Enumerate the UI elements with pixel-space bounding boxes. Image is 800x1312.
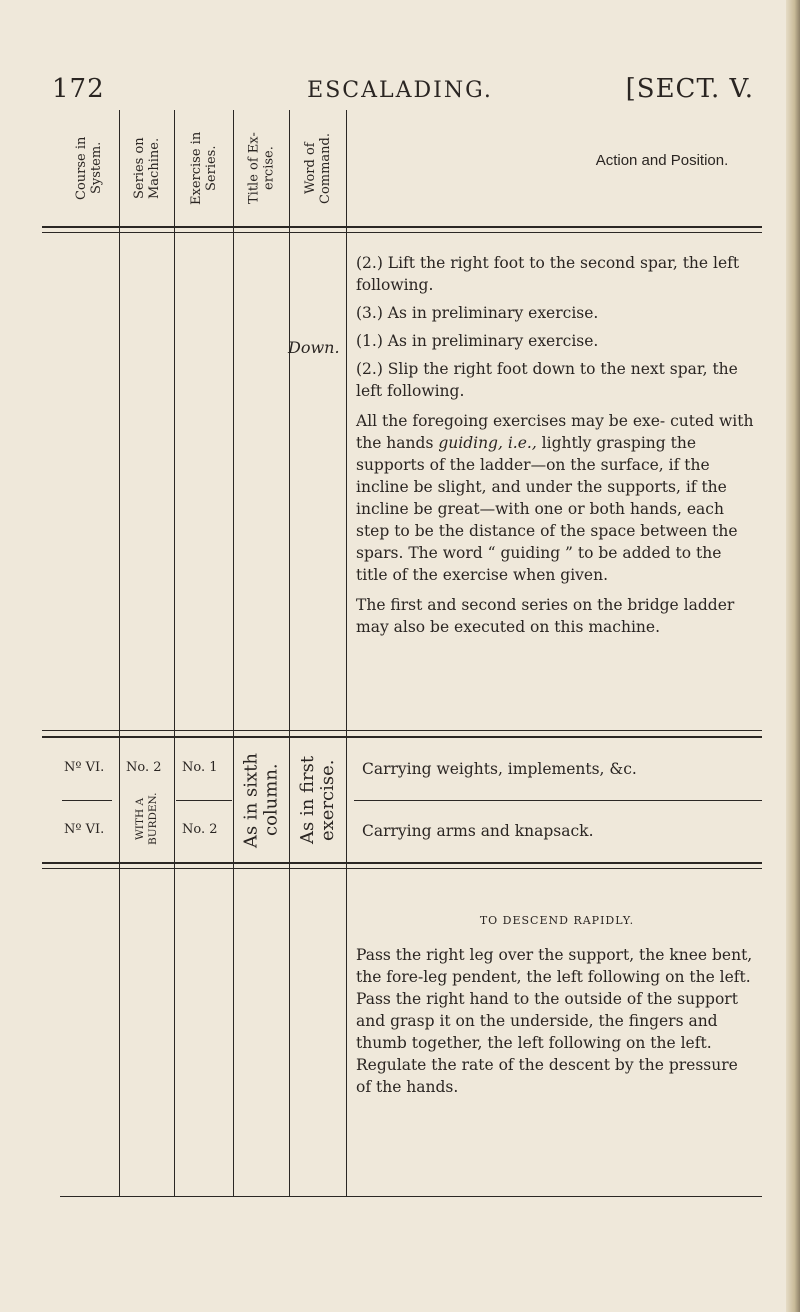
col-header-course: Course in System. xyxy=(74,136,104,200)
col-header-exercise: Exercise in Series. xyxy=(189,131,219,205)
action-line: (2.) Slip the right foot down to the next spar, the left following. xyxy=(356,360,738,400)
action-line: (1.) As in preliminary exercise. xyxy=(356,332,599,350)
header-rule xyxy=(42,226,762,228)
descend-text: Pass the right leg over the support, the knee bent, the fore-leg pendent, the left following on the left. Pass the right hand to the outside of the support and grasp it on the underside, the fingers and thumb together, the left following on the left. Regulate the rate of the descent by the pressure of the hands. xyxy=(356,946,753,1096)
header-rule-thin xyxy=(42,232,762,233)
column-rule-5 xyxy=(346,110,347,1197)
block1-actions xyxy=(356,252,754,638)
guiding-note xyxy=(356,410,754,586)
series-burden: WITH A BURDEN. xyxy=(134,792,159,846)
bridge-note: The first and second series on the bridge ladder may also be executed on this machine. xyxy=(356,596,735,636)
title-as-in-sixth-column: As in sixth column. xyxy=(240,752,282,848)
page-number: 172 xyxy=(52,74,105,104)
block3-top-rule xyxy=(42,868,762,869)
action-carrying-weights: Carrying weights, implements, &c. xyxy=(362,760,637,778)
course-split-rule xyxy=(62,800,112,801)
guiding-note-end: lightly grasping the supports of the ladder—on the surface, if the incline be slight, and under the supports, if the incline be great—with one or both hands, each step to be the distance of the space between the spars. The word “ guiding ” to be added to the title of the exercise when given. xyxy=(356,434,738,584)
block2-top-rule xyxy=(42,736,762,738)
course-value-2: Nº VI. xyxy=(64,822,105,837)
action-line: (2.) Lift the right foot to the second spar, the left following. xyxy=(356,254,740,294)
action-carrying-arms: Carrying arms and knapsack. xyxy=(362,822,594,840)
descend-heading: TO DESCEND RAPIDLY. xyxy=(479,914,635,927)
command-down: Down. xyxy=(288,338,340,357)
col-header-title: Title of Ex- ercise. xyxy=(246,132,277,204)
series-value: No. 2 xyxy=(126,760,162,775)
exercise-value-2: No. 2 xyxy=(182,822,218,837)
running-head xyxy=(0,0,800,110)
column-rule-4 xyxy=(289,110,290,1197)
page-edge xyxy=(786,0,800,1312)
column-rule-3 xyxy=(233,110,234,1197)
block2-bottom-rule xyxy=(42,862,762,864)
column-rule-2 xyxy=(174,110,175,1197)
command-as-in-first-exercise: As in first exercise. xyxy=(297,755,338,845)
col-header-series: Series on Machine. xyxy=(132,137,162,199)
exercise-split-rule xyxy=(176,800,232,801)
guiding-note-italic: guiding, i.e., xyxy=(438,434,537,452)
table-bottom-rule xyxy=(60,1196,762,1197)
exercise-value-1: No. 1 xyxy=(182,760,218,775)
action-line: (3.) As in preliminary exercise. xyxy=(356,304,599,322)
action-split-rule xyxy=(354,800,762,801)
block1-bottom-rule xyxy=(42,730,762,731)
col-header-command: Word of Command. xyxy=(303,132,333,204)
col-header-action: Action and Position. xyxy=(595,152,729,169)
column-rule-1 xyxy=(119,110,120,1197)
guiding-note-start: All the foregoing exercises may be exe- cuted with the hands xyxy=(356,412,754,452)
section-reference: [SECT. V. xyxy=(625,74,754,104)
running-title: ESCALADING. xyxy=(307,78,493,103)
course-value-1: Nº VI. xyxy=(64,760,105,775)
